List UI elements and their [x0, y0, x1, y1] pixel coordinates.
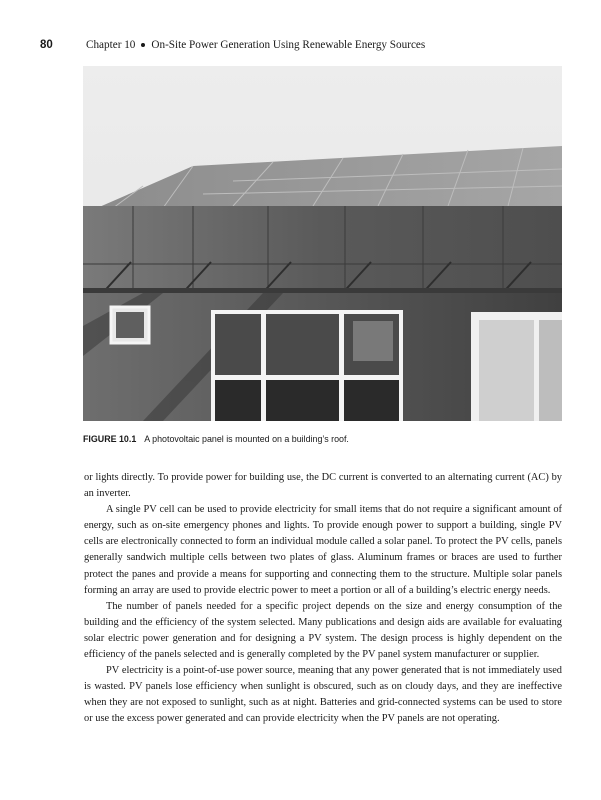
- paragraph: The number of panels needed for a specific project depends on the size and energy consumption of the building and the efficiency of the system selected. Many publications and design aids are available for evaluating solar electric power generation and for designing a PV system. The design process is highly dependent on the efficiency of the panels selected and is generally completed by the PV panel system manufacturer or supplier.: [84, 600, 562, 661]
- figure-label: FIGURE 10.1: [83, 434, 137, 444]
- figure-photo: [83, 66, 562, 421]
- page-number: 80: [40, 39, 53, 51]
- running-head: [86, 37, 425, 53]
- running-header: [40, 37, 570, 53]
- paragraph: A single PV cell can be used to provide electricity for small items that do not require a significant amount of energy, such as on-site emergency phones and lights. To provide enough power to support a building, single PV cells are electronically connected to form an individual module called a solar panel. To protect the PV cells, panels generally sandwich multiple cells between two plates of glass. Aluminum frames or braces are used to further protect the panes and provide a means for supporting and connecting them to the structure. Multiple solar panels forming an array are used to provide electric power to meet a portion or all of a building’s electric energy needs.: [84, 504, 562, 596]
- chapter-title: On-Site Power Generation Using Renewable Energy Sources: [151, 39, 426, 51]
- paragraph: or lights directly. To provide power for building use, the DC current is converted to an alternating current (AC) by an inverter.: [84, 472, 562, 500]
- bullet-separator: [141, 43, 145, 47]
- chapter-label: Chapter 10: [86, 39, 136, 51]
- paragraph: PV electricity is a point-of-use power source, meaning that any power generated that is not immediately used is wasted. PV panels lose efficiency when sunlight is obscured, such as on cloudy days, and they are ineffective when they are not exposed to sunlight, such as at night. Batteries and grid-connected systems can be used to store or use the excess power generated and can provide electricity when the PV panels are not operating.: [84, 665, 562, 725]
- figure-caption: [83, 432, 563, 446]
- body-text: [84, 470, 562, 728]
- figure-caption-text: A photovoltaic panel is mounted on a building’s roof.: [144, 434, 349, 444]
